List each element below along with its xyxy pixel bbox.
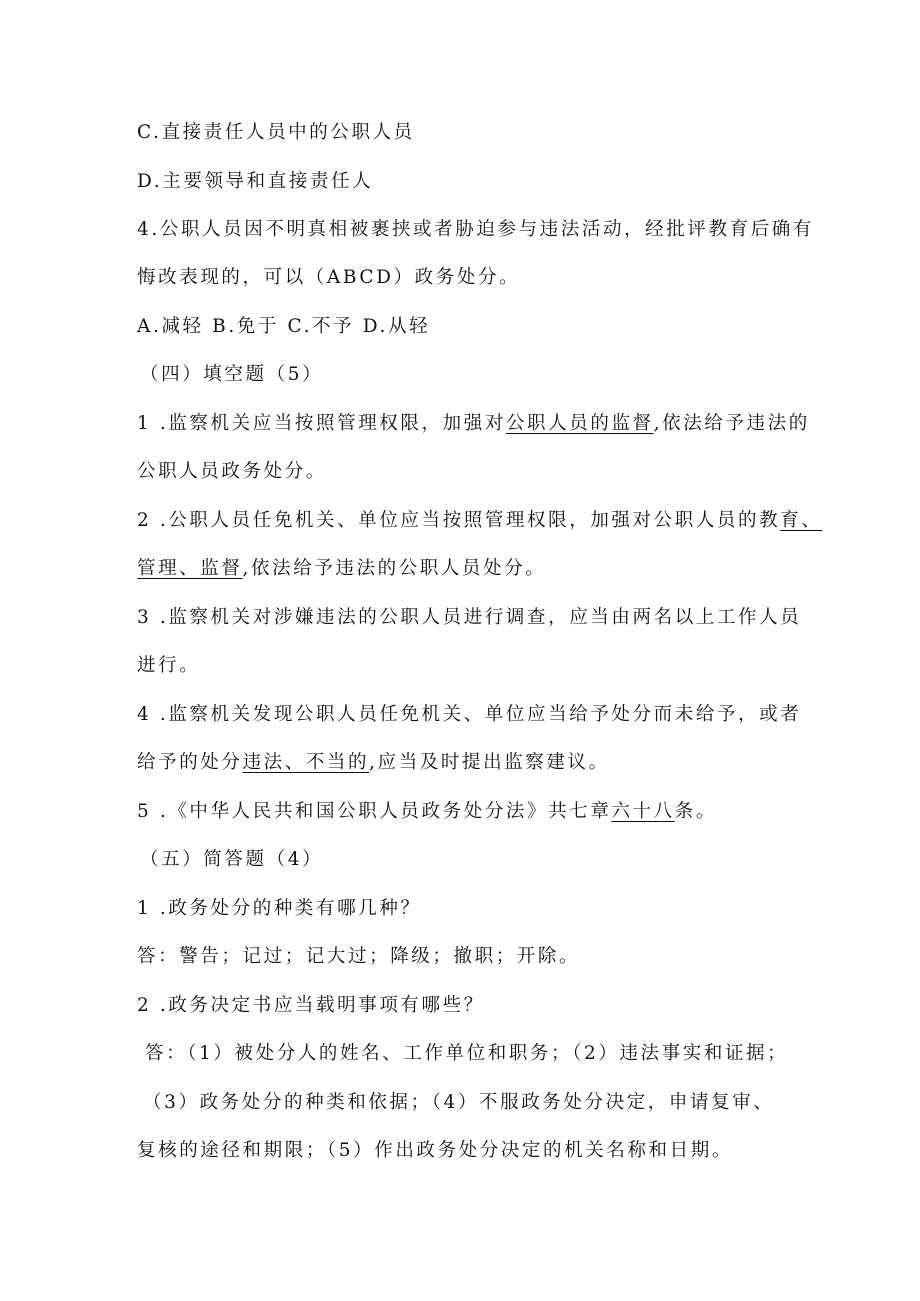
text-segment: ,依法给予违法的 [653, 413, 810, 434]
text-line [137, 606, 801, 630]
text-line [137, 945, 580, 969]
underlined-answer: 育、 [780, 510, 823, 531]
text-line [137, 218, 814, 242]
text-line [137, 509, 822, 533]
text-line [137, 751, 610, 775]
text-segment: 1 .监察机关应当按照管理权限，加强对 [137, 413, 506, 434]
text-line [140, 848, 323, 872]
text-segment: A.减轻 B.免于 C.不予 D.从轻 [137, 316, 431, 337]
text-segment: 3 .监察机关对涉嫌违法的公职人员进行调查，应当由两名以上工作人员 [137, 607, 802, 628]
text-line [137, 412, 810, 436]
text-line [137, 897, 422, 921]
text-segment: 条。 [674, 801, 717, 822]
text-segment: 进行。 [137, 655, 201, 676]
text-line [143, 1091, 774, 1115]
text-segment: 复核的途径和期限；（5）作出政务处分决定的机关名称和日期。 [137, 1140, 733, 1161]
text-line [137, 121, 415, 145]
text-line [145, 1042, 788, 1066]
text-segment: 4 .监察机关发现公职人员任免机关、单位应当给予处分而未给予，或者 [137, 704, 802, 725]
text-segment: ,应当及时提出监察建议。 [369, 752, 610, 773]
text-line [137, 460, 327, 484]
underlined-answer: 管理、监督 [137, 558, 243, 579]
text-segment: 5 .《中华人民共和国公职人员政务处分法》共七章 [137, 801, 612, 822]
text-line [137, 557, 546, 581]
text-segment: 公职人员政务处分。 [137, 461, 327, 482]
text-segment: D.主要领导和直接责任人 [137, 171, 374, 192]
underlined-answer: 六十八 [611, 801, 675, 822]
text-line [137, 994, 485, 1018]
text-line [137, 266, 520, 290]
text-segment: 给予的处分 [137, 752, 243, 773]
text-segment: 2 .公职人员任免机关、单位应当按照管理权限，加强对公职人员的教 [137, 510, 781, 531]
underlined-answer: 违法、不当的 [242, 752, 370, 773]
text-segment: （五）简答题（4） [140, 849, 324, 870]
underlined-answer: 公职人员的监督 [505, 413, 654, 434]
text-line [137, 703, 801, 727]
text-segment: C.直接责任人员中的公职人员 [137, 122, 415, 143]
text-segment: 答：警告；记过；记大过；降级；撤职；开除。 [137, 946, 581, 967]
text-line [137, 170, 373, 194]
text-segment: 答：（1）被处分人的姓名、工作单位和职务；（2）违法事实和证据； [145, 1043, 789, 1064]
text-line [137, 654, 200, 678]
text-line [137, 1139, 733, 1163]
text-segment: 1 .政务处分的种类有哪几种？ [137, 898, 422, 919]
text-segment: （3）政务处分的种类和依据；（4）不服政务处分决定，申请复审、 [143, 1092, 775, 1113]
text-segment: 4.公职人员因不明真相被裹挟或者胁迫参与违法活动，经批评教育后确有 [137, 219, 814, 240]
text-line [137, 315, 430, 339]
text-segment: （四）填空题（5） [140, 364, 324, 385]
text-line [137, 800, 717, 824]
text-segment: ,依法给予违法的公职人员处分。 [242, 558, 547, 579]
text-segment: 悔改表现的，可以（ABCD）政务处分。 [137, 267, 521, 288]
text-segment: 2 .政务决定书应当载明事项有哪些？ [137, 995, 485, 1016]
text-line [140, 363, 323, 387]
